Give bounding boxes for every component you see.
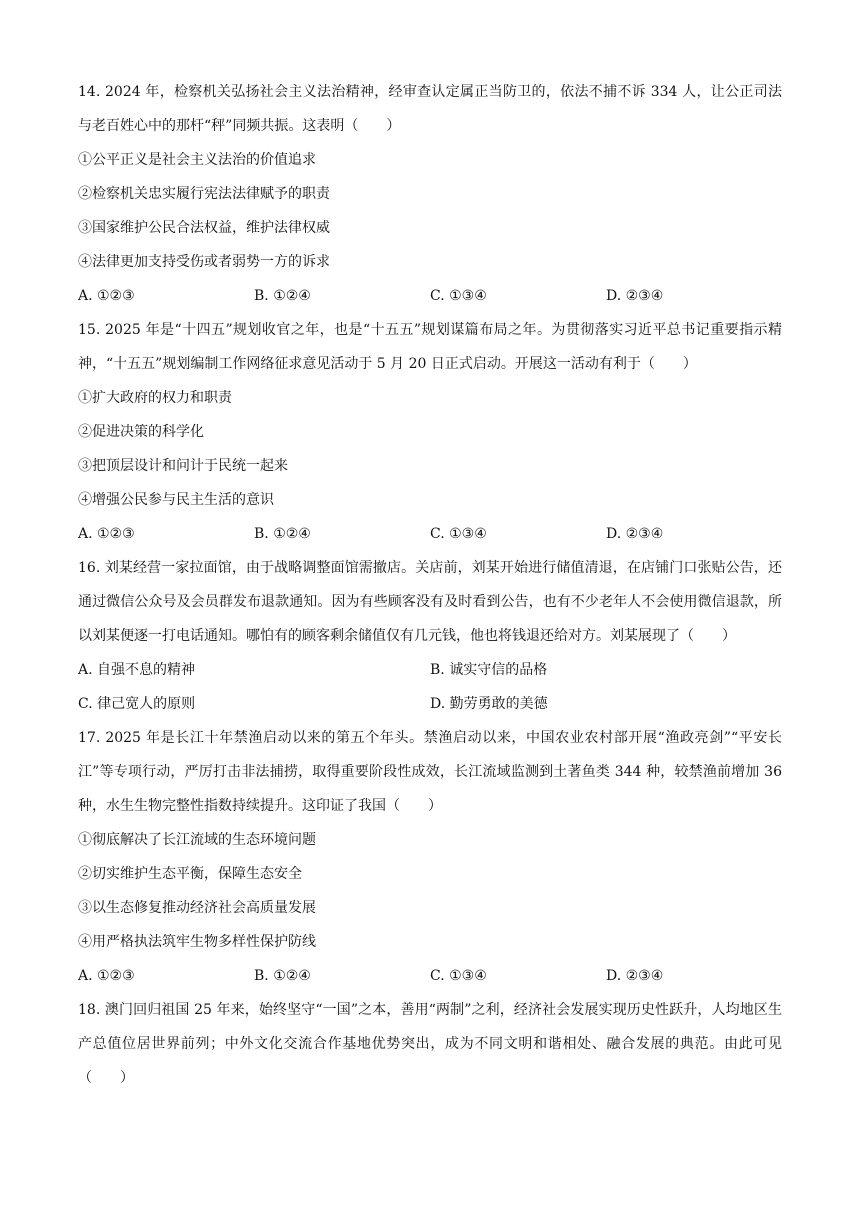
choice-b: B. ①②④ <box>254 288 311 304</box>
statement-2: ②促进决策的科学化 <box>78 424 204 440</box>
question-stem: 16. 刘某经营一家拉面馆，由于战略调整面馆需撤店。关店前，刘某开始进行储值清退，在店铺门口张贴公告，还通过微信公众号及会员群发布退款通知。因为有些顾客没有及时看到公告，也有不少老年人不会使用微信退款，所以刘某便逐一打电话通知。哪怕有的顾客剩余储值仅有几元钱，他也将钱退还给对方。刘某展现了（ ） <box>78 560 782 644</box>
choice-b: B. ①②④ <box>254 526 311 542</box>
statement-3: ③国家维护公民合法权益，维护法律权威 <box>78 220 330 236</box>
answer-choices <box>78 279 782 313</box>
choice-c: C. 律己宽人的原则 <box>78 696 196 712</box>
choice-a: A. 自强不息的精神 <box>78 662 196 678</box>
statement-1: ①扩大政府的权力和职责 <box>78 390 232 406</box>
question-stem: 15. 2025 年是“十四五”规划收官之年，也是“十五五”规划谋篇布局之年。为贯彻落实习近平总书记重要指示精神，“十五五”规划编制工作网络征求意见活动于 5 月 20 日正式启动。开展这一活动有利于（ ） <box>78 322 782 372</box>
question-18 <box>78 993 782 1095</box>
statement-4: ④法律更加支持受伤或者弱势一方的诉求 <box>78 254 330 270</box>
choice-a: A. ①②③ <box>78 526 135 542</box>
choice-a: A. ①②③ <box>78 288 135 304</box>
question-stem: 14. 2024 年，检察机关弘扬社会主义法治精神，经审查认定属正当防卫的，依法不捕不诉 334 人，让公正司法与老百姓心中的那杆“秤”同频共振。这表明（ ） <box>78 84 782 134</box>
question-15 <box>78 313 782 551</box>
statement-3: ③把顶层设计和问计于民统一起来 <box>78 458 288 474</box>
choice-d: D. ②③④ <box>606 968 664 984</box>
statement-1: ①公平正义是社会主义法治的价值追求 <box>78 152 316 168</box>
question-16 <box>78 551 782 721</box>
answer-choices <box>78 653 782 721</box>
choice-d: D. ②③④ <box>606 288 664 304</box>
statement-1: ①彻底解决了长江流域的生态环境问题 <box>78 832 316 848</box>
answer-choices <box>78 959 782 993</box>
choice-c: C. ①③④ <box>430 288 487 304</box>
choice-d: D. ②③④ <box>606 526 664 542</box>
question-14 <box>78 75 782 313</box>
choice-a: A. ①②③ <box>78 968 135 984</box>
statement-3: ③以生态修复推动经济社会高质量发展 <box>78 900 316 916</box>
choice-d: D. 勤劳勇敢的美德 <box>430 696 548 712</box>
question-17 <box>78 721 782 993</box>
choice-b: B. ①②④ <box>254 968 311 984</box>
choice-b: B. 诚实守信的品格 <box>430 662 548 678</box>
statement-4: ④增强公民参与民主生活的意识 <box>78 492 274 508</box>
choice-c: C. ①③④ <box>430 526 487 542</box>
question-stem: 18. 澳门回归祖国 25 年来，始终坚守“一国”之本，善用“两制”之利，经济社会发展实现历史性跃升，人均地区生产总值位居世界前列；中外文化交流合作基地优势突出，成为不同文明和谐相处、融合发展的典范。由此可见（ ） <box>78 1002 782 1086</box>
statement-2: ②切实维护生态平衡，保障生态安全 <box>78 866 302 882</box>
statement-4: ④用严格执法筑牢生物多样性保护防线 <box>78 934 316 950</box>
choice-c: C. ①③④ <box>430 968 487 984</box>
answer-choices <box>78 517 782 551</box>
question-stem: 17. 2025 年是长江十年禁渔启动以来的第五个年头。禁渔启动以来，中国农业农村部开展“渔政亮剑”“平安长江”等专项行动，严厉打击非法捕捞，取得重要阶段性成效，长江流域监测到土著鱼类 344 种，较禁渔前增加 36 种，水生生物完整性指数持续提升。这印证了我国（ ） <box>78 730 782 814</box>
statement-2: ②检察机关忠实履行宪法法律赋予的职责 <box>78 186 330 202</box>
